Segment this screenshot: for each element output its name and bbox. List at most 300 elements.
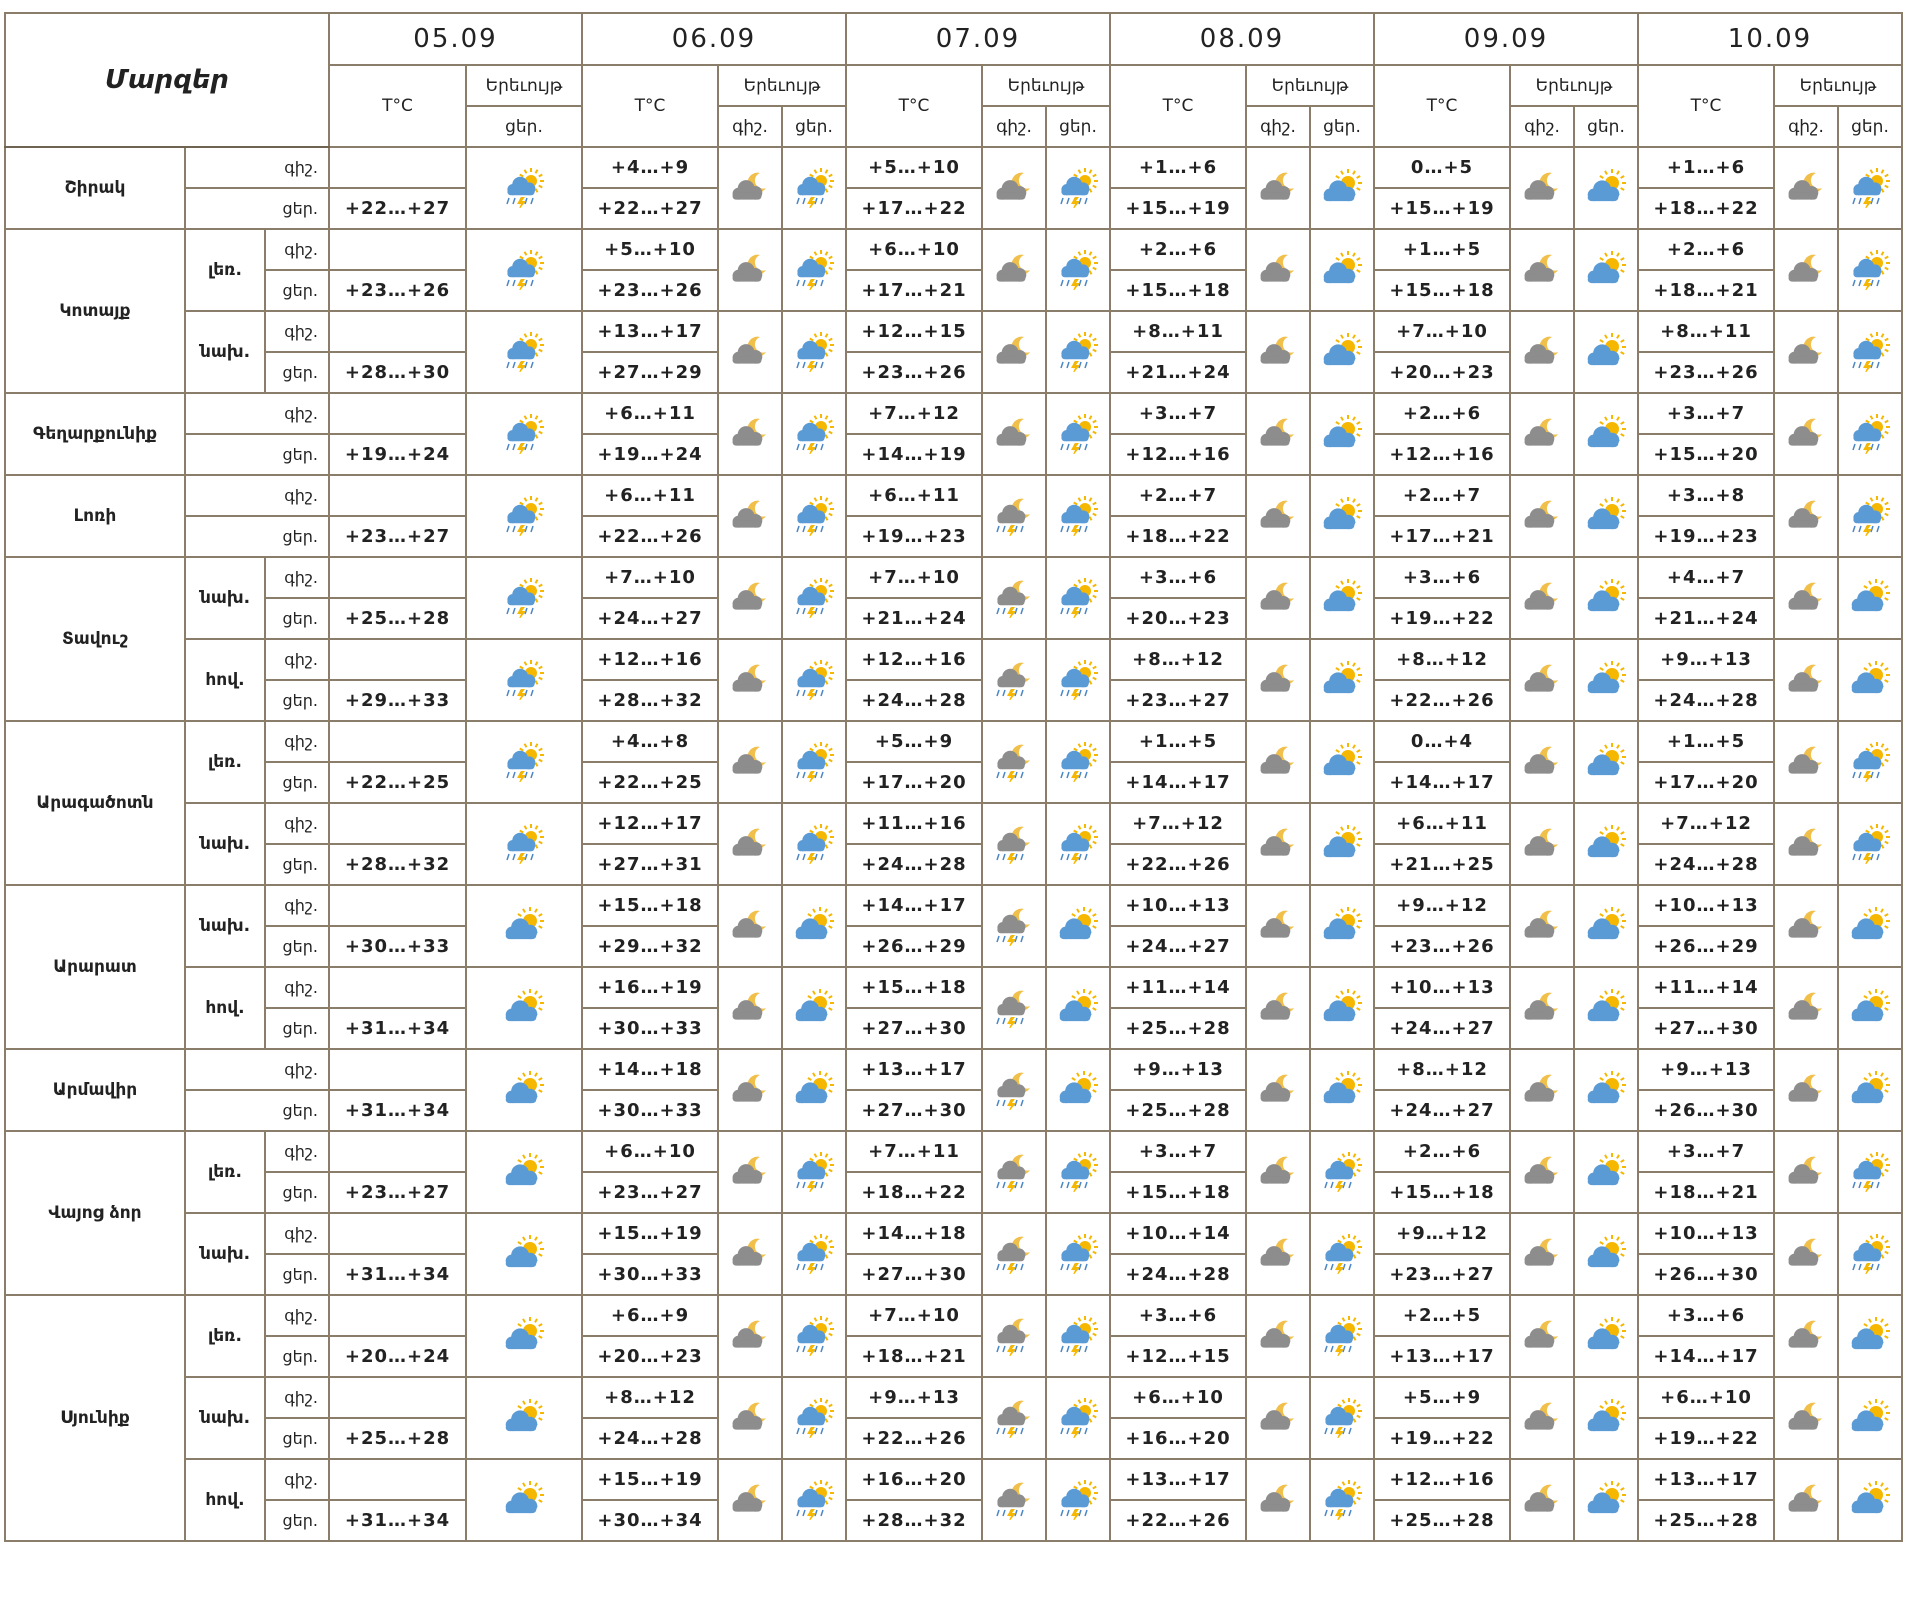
cloudy-night-icon [1775,1152,1837,1192]
night-temp: +3…+7 [1638,1131,1774,1172]
day-header: ցեր. [1310,106,1374,147]
weather-icon-cell [1774,1049,1838,1131]
day-temp: +22…+26 [1110,1500,1246,1541]
sun-cloud-thunder-rain-icon [1047,332,1109,372]
cloudy-night-icon [1511,1316,1573,1356]
day-temp: +30…+33 [582,1090,718,1131]
sun-cloud-thunder-rain-icon [1047,824,1109,864]
night-temp: +12…+15 [846,311,982,352]
night-header: գիշ. [718,106,782,147]
weather-icon-cell [1510,1049,1574,1131]
sun-cloud-thunder-rain-icon [1311,1398,1373,1438]
weather-icon-cell [782,1377,846,1459]
sun-behind-cloud-icon [1311,578,1373,618]
sun-cloud-thunder-rain-icon [1839,824,1901,864]
day-temp: +28…+32 [846,1500,982,1541]
weather-icon-cell [1510,393,1574,475]
weather-icon-cell [982,229,1046,311]
weather-icon-cell [1774,803,1838,885]
sun-cloud-thunder-rain-icon [783,1398,845,1438]
day-header: ցեր. [1046,106,1110,147]
weather-icon-cell [982,475,1046,557]
night-temp: +13…+17 [1110,1459,1246,1500]
night-temp: +9…+13 [846,1377,982,1418]
day-temp: +22…+26 [582,516,718,557]
weather-icon-cell [718,967,782,1049]
night-temp: +2…+6 [1374,1131,1510,1172]
weather-icon-cell [1510,1131,1574,1213]
night-temp: +16…+19 [582,967,718,1008]
region-name: Շիրակ [5,147,185,229]
night-header: գիշ. [1510,106,1574,147]
weather-icon-cell [1310,557,1374,639]
weather-icon-cell [1046,885,1110,967]
sun-behind-cloud-icon [1311,250,1373,290]
weather-icon-cell [782,311,846,393]
weather-icon-cell [1838,885,1902,967]
night-temp: +5…+10 [582,229,718,270]
sun-cloud-thunder-rain-icon [1839,1234,1901,1274]
day-temp: +23…+26 [846,352,982,393]
weather-icon-cell [1574,721,1638,803]
night-temp [329,229,466,270]
sun-behind-cloud-icon [1575,1398,1637,1438]
weather-icon-cell [1310,1377,1374,1459]
sun-behind-cloud-icon [1575,1316,1637,1356]
night-temp [329,311,466,352]
weather-icon-cell [1510,147,1574,229]
region-name: Արմավիր [5,1049,185,1131]
weather-icon-cell [1774,639,1838,721]
sun-cloud-thunder-rain-icon [783,332,845,372]
day-temp: +24…+28 [846,844,982,885]
cloudy-night-icon [719,1398,781,1438]
sun-cloud-thunder-rain-icon [783,824,845,864]
night-temp: +2…+6 [1374,393,1510,434]
weather-icon-cell [1046,1213,1110,1295]
weather-icon-cell [1838,557,1902,639]
weather-icon-cell [1838,1131,1902,1213]
night-temp: +8…+12 [1374,639,1510,680]
day-temp: +18…+21 [1638,1172,1774,1213]
sun-behind-cloud-icon [467,1316,581,1356]
weather-icon-cell [1838,639,1902,721]
night-thunderstorm-icon [983,1152,1045,1192]
cloudy-night-icon [983,332,1045,372]
sun-cloud-thunder-rain-icon [1047,250,1109,290]
weather-icon-cell [1246,639,1310,721]
day-header: ցեր. [466,106,582,147]
day-temp: +25…+28 [1110,1090,1246,1131]
weather-icon-cell [1046,557,1110,639]
weather-icon-cell [1310,639,1374,721]
weather-icon-cell [1310,1295,1374,1377]
day-temp: +24…+28 [1638,844,1774,885]
night-temp: +9…+12 [1374,885,1510,926]
day-temp: +31…+34 [329,1090,466,1131]
day-temp: +22…+27 [329,188,466,229]
cloudy-night-icon [719,1234,781,1274]
cloudy-night-icon [1247,1398,1309,1438]
cloudy-night-icon [1511,742,1573,782]
temp-header: T°C [846,65,982,147]
weather-icon-cell [982,639,1046,721]
weather-icon-cell [1310,393,1374,475]
cloudy-night-icon [1775,742,1837,782]
night-temp: +1…+6 [1110,147,1246,188]
date-header: 05.09 [329,13,582,65]
cloudy-night-icon [719,250,781,290]
forecast-table-wrapper [4,12,1903,1542]
region-name: Սյունիք [5,1295,185,1541]
day-temp: +21…+24 [1638,598,1774,639]
day-temp: +19…+22 [1374,1418,1510,1459]
weather-icon-cell [982,1131,1046,1213]
night-temp: +14…+18 [582,1049,718,1090]
sun-behind-cloud-icon [1311,332,1373,372]
sun-cloud-thunder-rain-icon [783,168,845,208]
weather-icon-cell [466,1459,582,1541]
region-name: Վայոց ձոր [5,1131,185,1295]
night-temp: +7…+11 [846,1131,982,1172]
cloudy-night-icon [719,414,781,454]
night-temp: +6…+10 [582,1131,718,1172]
subregion-label: նախ. [185,557,265,639]
cloudy-night-icon [1247,742,1309,782]
night-temp [329,1049,466,1090]
cloudy-night-icon [1511,660,1573,700]
weather-icon-cell [1246,803,1310,885]
night-temp: +7…+12 [846,393,982,434]
sun-cloud-thunder-rain-icon [467,414,581,454]
night-label: գիշ. [185,393,329,434]
night-temp: +7…+12 [1638,803,1774,844]
region-name: Լոռի [5,475,185,557]
day-temp: +28…+32 [582,680,718,721]
night-temp: +9…+13 [1110,1049,1246,1090]
night-temp: +2…+7 [1110,475,1246,516]
cloudy-night-icon [1247,414,1309,454]
night-temp: +2…+5 [1374,1295,1510,1336]
sun-behind-cloud-icon [1311,988,1373,1028]
night-thunderstorm-icon [983,660,1045,700]
weather-icon-cell [982,1295,1046,1377]
weather-icon-cell [466,639,582,721]
cloudy-night-icon [1247,1152,1309,1192]
region-name: Կոտայք [5,229,185,393]
night-temp: +10…+13 [1638,885,1774,926]
day-temp: +21…+25 [1374,844,1510,885]
sun-behind-cloud-icon [1575,332,1637,372]
weather-icon-cell [1838,311,1902,393]
sun-cloud-thunder-rain-icon [783,660,845,700]
day-temp: +27…+30 [846,1254,982,1295]
night-thunderstorm-icon [983,1480,1045,1520]
weather-icon-cell [1774,147,1838,229]
night-temp: +14…+18 [846,1213,982,1254]
day-temp: +31…+34 [329,1008,466,1049]
night-label: գիշ. [265,639,329,680]
sun-behind-cloud-icon [783,1070,845,1110]
sun-behind-cloud-icon [1311,906,1373,946]
sun-cloud-thunder-rain-icon [1047,1152,1109,1192]
subregion-label: նախ. [185,1377,265,1459]
day-temp: +24…+28 [1638,680,1774,721]
cloudy-night-icon [1775,660,1837,700]
sun-cloud-thunder-rain-icon [1311,1480,1373,1520]
weather-icon-cell [718,639,782,721]
weather-icon-cell [466,229,582,311]
region-name: Արարատ [5,885,185,1049]
cloudy-night-icon [719,988,781,1028]
temp-header: T°C [582,65,718,147]
weather-header: Երեւույթ [466,65,582,106]
day-temp: +27…+30 [846,1090,982,1131]
sun-cloud-thunder-rain-icon [1047,168,1109,208]
date-header: 07.09 [846,13,1110,65]
weather-icon-cell [1838,803,1902,885]
weather-icon-cell [1574,311,1638,393]
cloudy-night-icon [719,1152,781,1192]
day-temp: +19…+24 [329,434,466,475]
subregion-label: նախ. [185,885,265,967]
day-temp: +25…+28 [329,598,466,639]
cloudy-night-icon [1511,250,1573,290]
weather-icon-cell [1310,475,1374,557]
sun-cloud-thunder-rain-icon [783,578,845,618]
weather-icon-cell [982,1049,1046,1131]
weather-icon-cell [1246,475,1310,557]
weather-icon-cell [718,1213,782,1295]
night-temp [329,1131,466,1172]
weather-icon-cell [1310,1459,1374,1541]
night-temp: +14…+17 [846,885,982,926]
cloudy-night-icon [719,660,781,700]
day-label: ցեր. [265,1172,329,1213]
sun-cloud-thunder-rain-icon [1311,1152,1373,1192]
weather-icon-cell [1774,475,1838,557]
night-temp: +3…+6 [1110,557,1246,598]
night-thunderstorm-icon [983,906,1045,946]
day-temp: +13…+17 [1374,1336,1510,1377]
night-temp [329,1213,466,1254]
day-temp: +27…+31 [582,844,718,885]
day-temp: +25…+28 [1638,1500,1774,1541]
day-temp: +23…+26 [1638,352,1774,393]
day-label: ցեր. [265,1254,329,1295]
weather-icon-cell [466,557,582,639]
weather-icon-cell [1046,475,1110,557]
cloudy-night-icon [1247,496,1309,536]
sun-behind-cloud-icon [1839,578,1901,618]
day-temp: +16…+20 [1110,1418,1246,1459]
night-temp: +4…+9 [582,147,718,188]
weather-icon-cell [782,1049,846,1131]
cloudy-night-icon [1247,332,1309,372]
sun-behind-cloud-icon [1575,578,1637,618]
night-temp: +3…+6 [1110,1295,1246,1336]
night-temp: +10…+13 [1638,1213,1774,1254]
weather-icon-cell [982,803,1046,885]
sun-behind-cloud-icon [783,988,845,1028]
weather-icon-cell [1574,1459,1638,1541]
weather-icon-cell [1246,1459,1310,1541]
day-temp: +26…+30 [1638,1090,1774,1131]
night-temp [329,967,466,1008]
night-temp: +8…+12 [1110,639,1246,680]
weather-icon-cell [718,803,782,885]
sun-behind-cloud-icon [1839,660,1901,700]
night-label: գիշ. [265,1295,329,1336]
day-label: ցեր. [265,352,329,393]
sun-behind-cloud-icon [1311,414,1373,454]
night-label: գիշ. [265,1131,329,1172]
weather-icon-cell [466,1295,582,1377]
night-temp: +2…+6 [1110,229,1246,270]
weather-icon-cell [982,147,1046,229]
night-label: գիշ. [265,803,329,844]
day-temp: +15…+19 [1110,188,1246,229]
weather-icon-cell [718,1377,782,1459]
night-temp: +13…+17 [582,311,718,352]
sun-cloud-thunder-rain-icon [467,250,581,290]
day-temp: +12…+16 [1110,434,1246,475]
weather-icon-cell [1310,147,1374,229]
sun-behind-cloud-icon [467,1070,581,1110]
cloudy-night-icon [1511,824,1573,864]
weather-icon-cell [782,639,846,721]
sun-cloud-thunder-rain-icon [1047,742,1109,782]
night-temp: +1…+5 [1374,229,1510,270]
sun-behind-cloud-icon [1311,168,1373,208]
day-temp: +18…+22 [1638,188,1774,229]
day-temp: +14…+17 [1110,762,1246,803]
day-temp: +20…+24 [329,1336,466,1377]
cloudy-night-icon [719,742,781,782]
weather-icon-cell [982,311,1046,393]
night-temp: +13…+17 [1638,1459,1774,1500]
date-header: 10.09 [1638,13,1902,65]
weather-icon-cell [782,721,846,803]
sun-behind-cloud-icon [467,1234,581,1274]
weather-icon-cell [782,885,846,967]
sun-behind-cloud-icon [1839,1398,1901,1438]
night-thunderstorm-icon [983,988,1045,1028]
weather-icon-cell [782,967,846,1049]
sun-cloud-thunder-rain-icon [783,742,845,782]
day-temp: +22…+26 [846,1418,982,1459]
weather-icon-cell [466,967,582,1049]
day-temp: +19…+22 [1638,1418,1774,1459]
weather-icon-cell [782,1459,846,1541]
night-label: գիշ. [265,721,329,762]
weather-icon-cell [782,393,846,475]
day-temp: +24…+27 [1374,1008,1510,1049]
cloudy-night-icon [1247,906,1309,946]
weather-icon-cell [1246,1213,1310,1295]
weather-icon-cell [782,147,846,229]
weather-icon-cell [466,721,582,803]
sun-behind-cloud-icon [1839,1480,1901,1520]
night-thunderstorm-icon [983,1316,1045,1356]
night-label: գիշ. [265,311,329,352]
cloudy-night-icon [719,1480,781,1520]
cloudy-night-icon [1775,168,1837,208]
cloudy-night-icon [1247,168,1309,208]
weather-icon-cell [1046,1131,1110,1213]
weather-icon-cell [1246,967,1310,1049]
night-temp: +7…+10 [846,1295,982,1336]
day-temp: +15…+18 [1374,270,1510,311]
weather-icon-cell [718,311,782,393]
weather-header: Երեւույթ [1510,65,1638,106]
day-label: ցեր. [185,434,329,475]
weather-icon-cell [1574,803,1638,885]
day-temp: +23…+27 [1110,680,1246,721]
weather-icon-cell [782,803,846,885]
weather-header: Երեւույթ [1246,65,1374,106]
day-temp: +14…+17 [1638,1336,1774,1377]
cloudy-night-icon [1247,1480,1309,1520]
sun-cloud-thunder-rain-icon [1839,496,1901,536]
night-temp: +3…+7 [1110,1131,1246,1172]
night-temp: +6…+10 [1110,1377,1246,1418]
weather-icon-cell [466,1377,582,1459]
night-temp: +3…+7 [1638,393,1774,434]
day-header: ցեր. [782,106,846,147]
sun-behind-cloud-icon [1839,1070,1901,1110]
cloudy-night-icon [1775,578,1837,618]
regions-header: Մարզեր [5,13,329,147]
weather-icon-cell [1574,393,1638,475]
sun-cloud-thunder-rain-icon [1839,332,1901,372]
cloudy-night-icon [983,250,1045,290]
subregion-label: լեռ. [185,721,265,803]
day-temp: +14…+19 [846,434,982,475]
day-temp: +21…+24 [1110,352,1246,393]
cloudy-night-icon [1247,824,1309,864]
night-temp: +9…+13 [1638,639,1774,680]
night-temp: +11…+14 [1110,967,1246,1008]
day-temp: +30…+34 [582,1500,718,1541]
night-temp: +6…+10 [846,229,982,270]
weather-icon-cell [1310,311,1374,393]
night-temp: +6…+9 [582,1295,718,1336]
night-temp [329,721,466,762]
cloudy-night-icon [1511,496,1573,536]
night-temp: +13…+17 [846,1049,982,1090]
day-temp: +26…+30 [1638,1254,1774,1295]
night-temp: +11…+16 [846,803,982,844]
day-temp: +27…+30 [1638,1008,1774,1049]
night-temp: +4…+8 [582,721,718,762]
cloudy-night-icon [1775,1234,1837,1274]
sun-behind-cloud-icon [467,988,581,1028]
weather-icon-cell [718,1295,782,1377]
cloudy-night-icon [1511,1234,1573,1274]
sun-cloud-thunder-rain-icon [467,332,581,372]
night-temp: +1…+6 [1638,147,1774,188]
temp-header: T°C [1638,65,1774,147]
day-temp: +24…+27 [1374,1090,1510,1131]
sun-cloud-thunder-rain-icon [1047,1480,1109,1520]
night-temp: +8…+12 [582,1377,718,1418]
weather-icon-cell [718,1459,782,1541]
night-label: գիշ. [265,1377,329,1418]
weather-icon-cell [782,229,846,311]
night-temp: +6…+11 [582,393,718,434]
day-temp: +23…+26 [1374,926,1510,967]
